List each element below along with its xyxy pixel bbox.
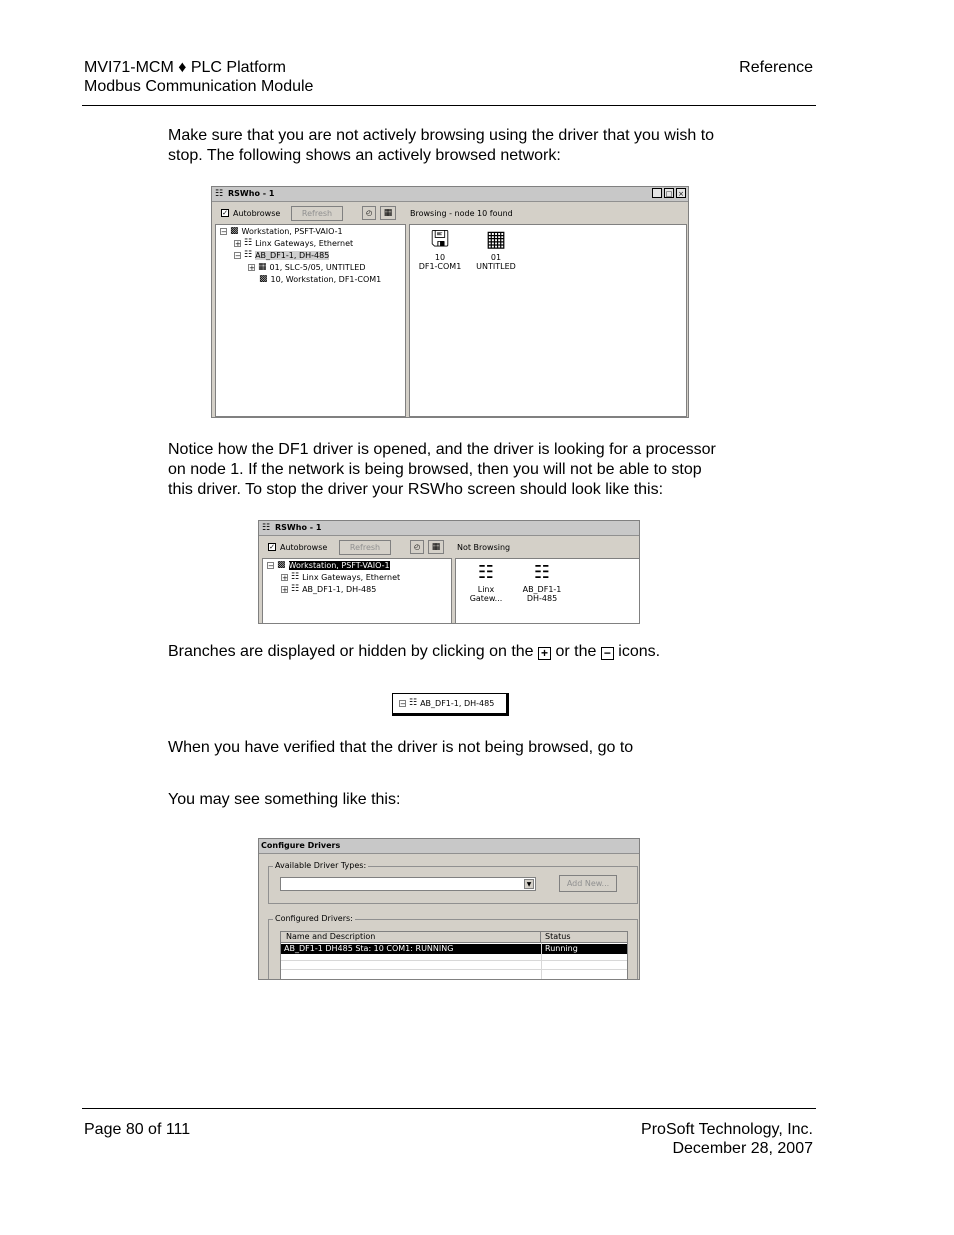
maximize-icon[interactable]: □ [665, 190, 673, 198]
rswho-window-idle [258, 520, 640, 624]
expand-icon[interactable]: + [235, 240, 241, 248]
footer-date: December 28, 2007 [672, 1140, 813, 1157]
device-node01[interactable]: ▦ 01 UNTITLED [466, 227, 526, 271]
tree-item-df1[interactable]: + ☷ AB_DF1-1, DH-485 [282, 584, 377, 594]
chevron-down-icon[interactable]: ▼ [524, 879, 534, 889]
footer-page: Page 80 of 111 [84, 1121, 191, 1138]
available-driver-label: Available Driver Types: [275, 861, 367, 870]
collapse-icon[interactable]: − [268, 562, 274, 570]
drivers-table[interactable] [280, 931, 628, 980]
list-view-icon[interactable]: ▦ [428, 540, 444, 554]
rswho-window-browsing [211, 186, 689, 418]
column-header-status[interactable]: Status [541, 932, 627, 943]
paragraph-2-line-2: on node 1. If the network is being browsed, then you will not be able to stop [168, 461, 702, 478]
expand-icon: + [538, 647, 551, 660]
paragraph-2-line-3: this driver. To stop the driver your RSWho screen should look like this: [168, 481, 664, 498]
paragraph-1-line-2: stop. The following shows an actively browsed network: [168, 147, 561, 164]
computer-icon: ▩ [259, 274, 268, 284]
collapse-icon: − [601, 647, 614, 660]
column-header-name[interactable]: Name and Description [281, 932, 541, 943]
column-separator [541, 943, 542, 980]
add-new-button[interactable]: Add New... [559, 875, 617, 892]
rswho-title: RSWho - 1 [275, 523, 322, 532]
tree-item-workstation[interactable]: − ▩ Workstation, PSFT-VAIO-1 [221, 226, 343, 236]
network-icon: ☷ [244, 238, 253, 248]
paragraph-1-line-1: Make sure that you are not actively browsing using the driver that you wish to [168, 127, 715, 144]
tree-item-df1[interactable]: − ☷ AB_DF1-1, DH-485 [235, 250, 330, 260]
header-product: MVI71-MCM ♦ PLC Platform [84, 59, 286, 76]
expand-icon[interactable]: + [249, 264, 255, 272]
paragraph-2-line-1: Notice how the DF1 driver is opened, and the driver is looking for a processor [168, 441, 716, 458]
configure-title: Configure Drivers [261, 841, 341, 850]
network-icon: ☷ [291, 584, 300, 594]
device-linx[interactable]: ☷ Linx Gatew... [456, 561, 516, 603]
configure-titlebar [259, 839, 639, 854]
collapse-icon: − [400, 700, 406, 708]
paragraph-4: When you have verified that the driver is not being browsed, go to [168, 739, 634, 756]
browse-status: Browsing - node 10 found [410, 209, 513, 218]
computer-icon: ▩ [230, 226, 239, 236]
computer-icon: ▩ [277, 560, 286, 570]
expand-icon[interactable]: + [282, 574, 288, 582]
rswho-title: RSWho - 1 [228, 189, 275, 198]
configured-drivers-label: Configured Drivers: [275, 914, 353, 923]
header-section: Reference [739, 59, 813, 76]
plc-icon: ▦ [485, 227, 507, 252]
list-view-icon[interactable]: ▦ [380, 206, 396, 220]
tree-item-node10[interactable]: ▩ 10, Workstation, DF1-COM1 [259, 274, 382, 284]
refresh-button[interactable]: Refresh [291, 206, 343, 221]
tree-snippet [392, 693, 509, 716]
footer-rule [82, 1108, 816, 1109]
network-icon: ☷ [244, 250, 253, 260]
refresh-button[interactable]: Refresh [339, 540, 391, 555]
paragraph-5: You may see something like this: [168, 791, 401, 808]
tree-pane[interactable] [215, 224, 406, 417]
row-separator [281, 960, 627, 961]
rswho-titlebar [212, 187, 688, 202]
tree-item-linx[interactable]: + ☷ Linx Gateways, Ethernet [235, 238, 354, 248]
rswho-titlebar [259, 521, 639, 536]
tree-item-workstation[interactable]: − ▩ Workstation, PSFT-VAIO-1 [268, 560, 390, 570]
header-module: Modbus Communication Module [84, 78, 314, 95]
tree-item-linx[interactable]: + ☷ Linx Gateways, Ethernet [282, 572, 401, 582]
autobrowse-checkbox[interactable]: ✓ [269, 543, 275, 551]
expand-icon[interactable]: + [282, 586, 288, 594]
tree-view-icon[interactable]: ◴ [362, 206, 376, 220]
tree-item-slc[interactable]: + ▦ 01, SLC-5/05, UNTITLED [249, 262, 366, 272]
table-row[interactable]: AB_DF1-1 DH485 Sta: 10 COM1: RUNNING Running [281, 944, 627, 954]
close-icon[interactable]: × [676, 188, 686, 198]
device-pane[interactable] [455, 558, 640, 624]
browse-status: Not Browsing [457, 543, 511, 552]
autobrowse-label: Autobrowse [233, 209, 281, 218]
header-rule [82, 105, 816, 106]
device-df1[interactable]: ☷ AB_DF1-1 DH-485 [512, 561, 572, 603]
computer-icon: 🖫 [430, 227, 450, 252]
paragraph-3: Branches are displayed or hidden by clicking on the + or the − icons. [168, 643, 661, 660]
minimize-icon[interactable]: _ [652, 188, 662, 198]
network-icon: ☷ [409, 698, 418, 708]
driver-type-select[interactable] [280, 877, 536, 891]
tree-item-df1: − ☷ AB_DF1-1, DH-485 [400, 698, 495, 708]
device-pane[interactable] [409, 224, 687, 417]
autobrowse-label: Autobrowse [280, 543, 328, 552]
device-node10[interactable]: 🖫 10 DF1-COM1 [410, 227, 470, 271]
autobrowse-checkbox[interactable]: ✓ [222, 209, 228, 217]
network-icon: ☷ [533, 562, 551, 583]
network-icon: ☷ [477, 562, 495, 583]
collapse-icon[interactable]: − [235, 252, 241, 260]
collapse-icon[interactable]: − [221, 228, 227, 236]
paragraph-1 [168, 126, 768, 166]
tree-pane[interactable] [262, 558, 452, 624]
footer-company: ProSoft Technology, Inc. [641, 1121, 813, 1138]
tree-view-icon[interactable]: ◴ [410, 540, 424, 554]
row-separator [281, 969, 627, 970]
configure-drivers-window [258, 838, 640, 980]
network-icon: ☷ [215, 189, 224, 199]
network-icon: ☷ [262, 523, 271, 533]
network-icon: ☷ [291, 572, 300, 582]
paragraph-2 [168, 440, 768, 500]
plc-icon: ▦ [258, 262, 267, 272]
